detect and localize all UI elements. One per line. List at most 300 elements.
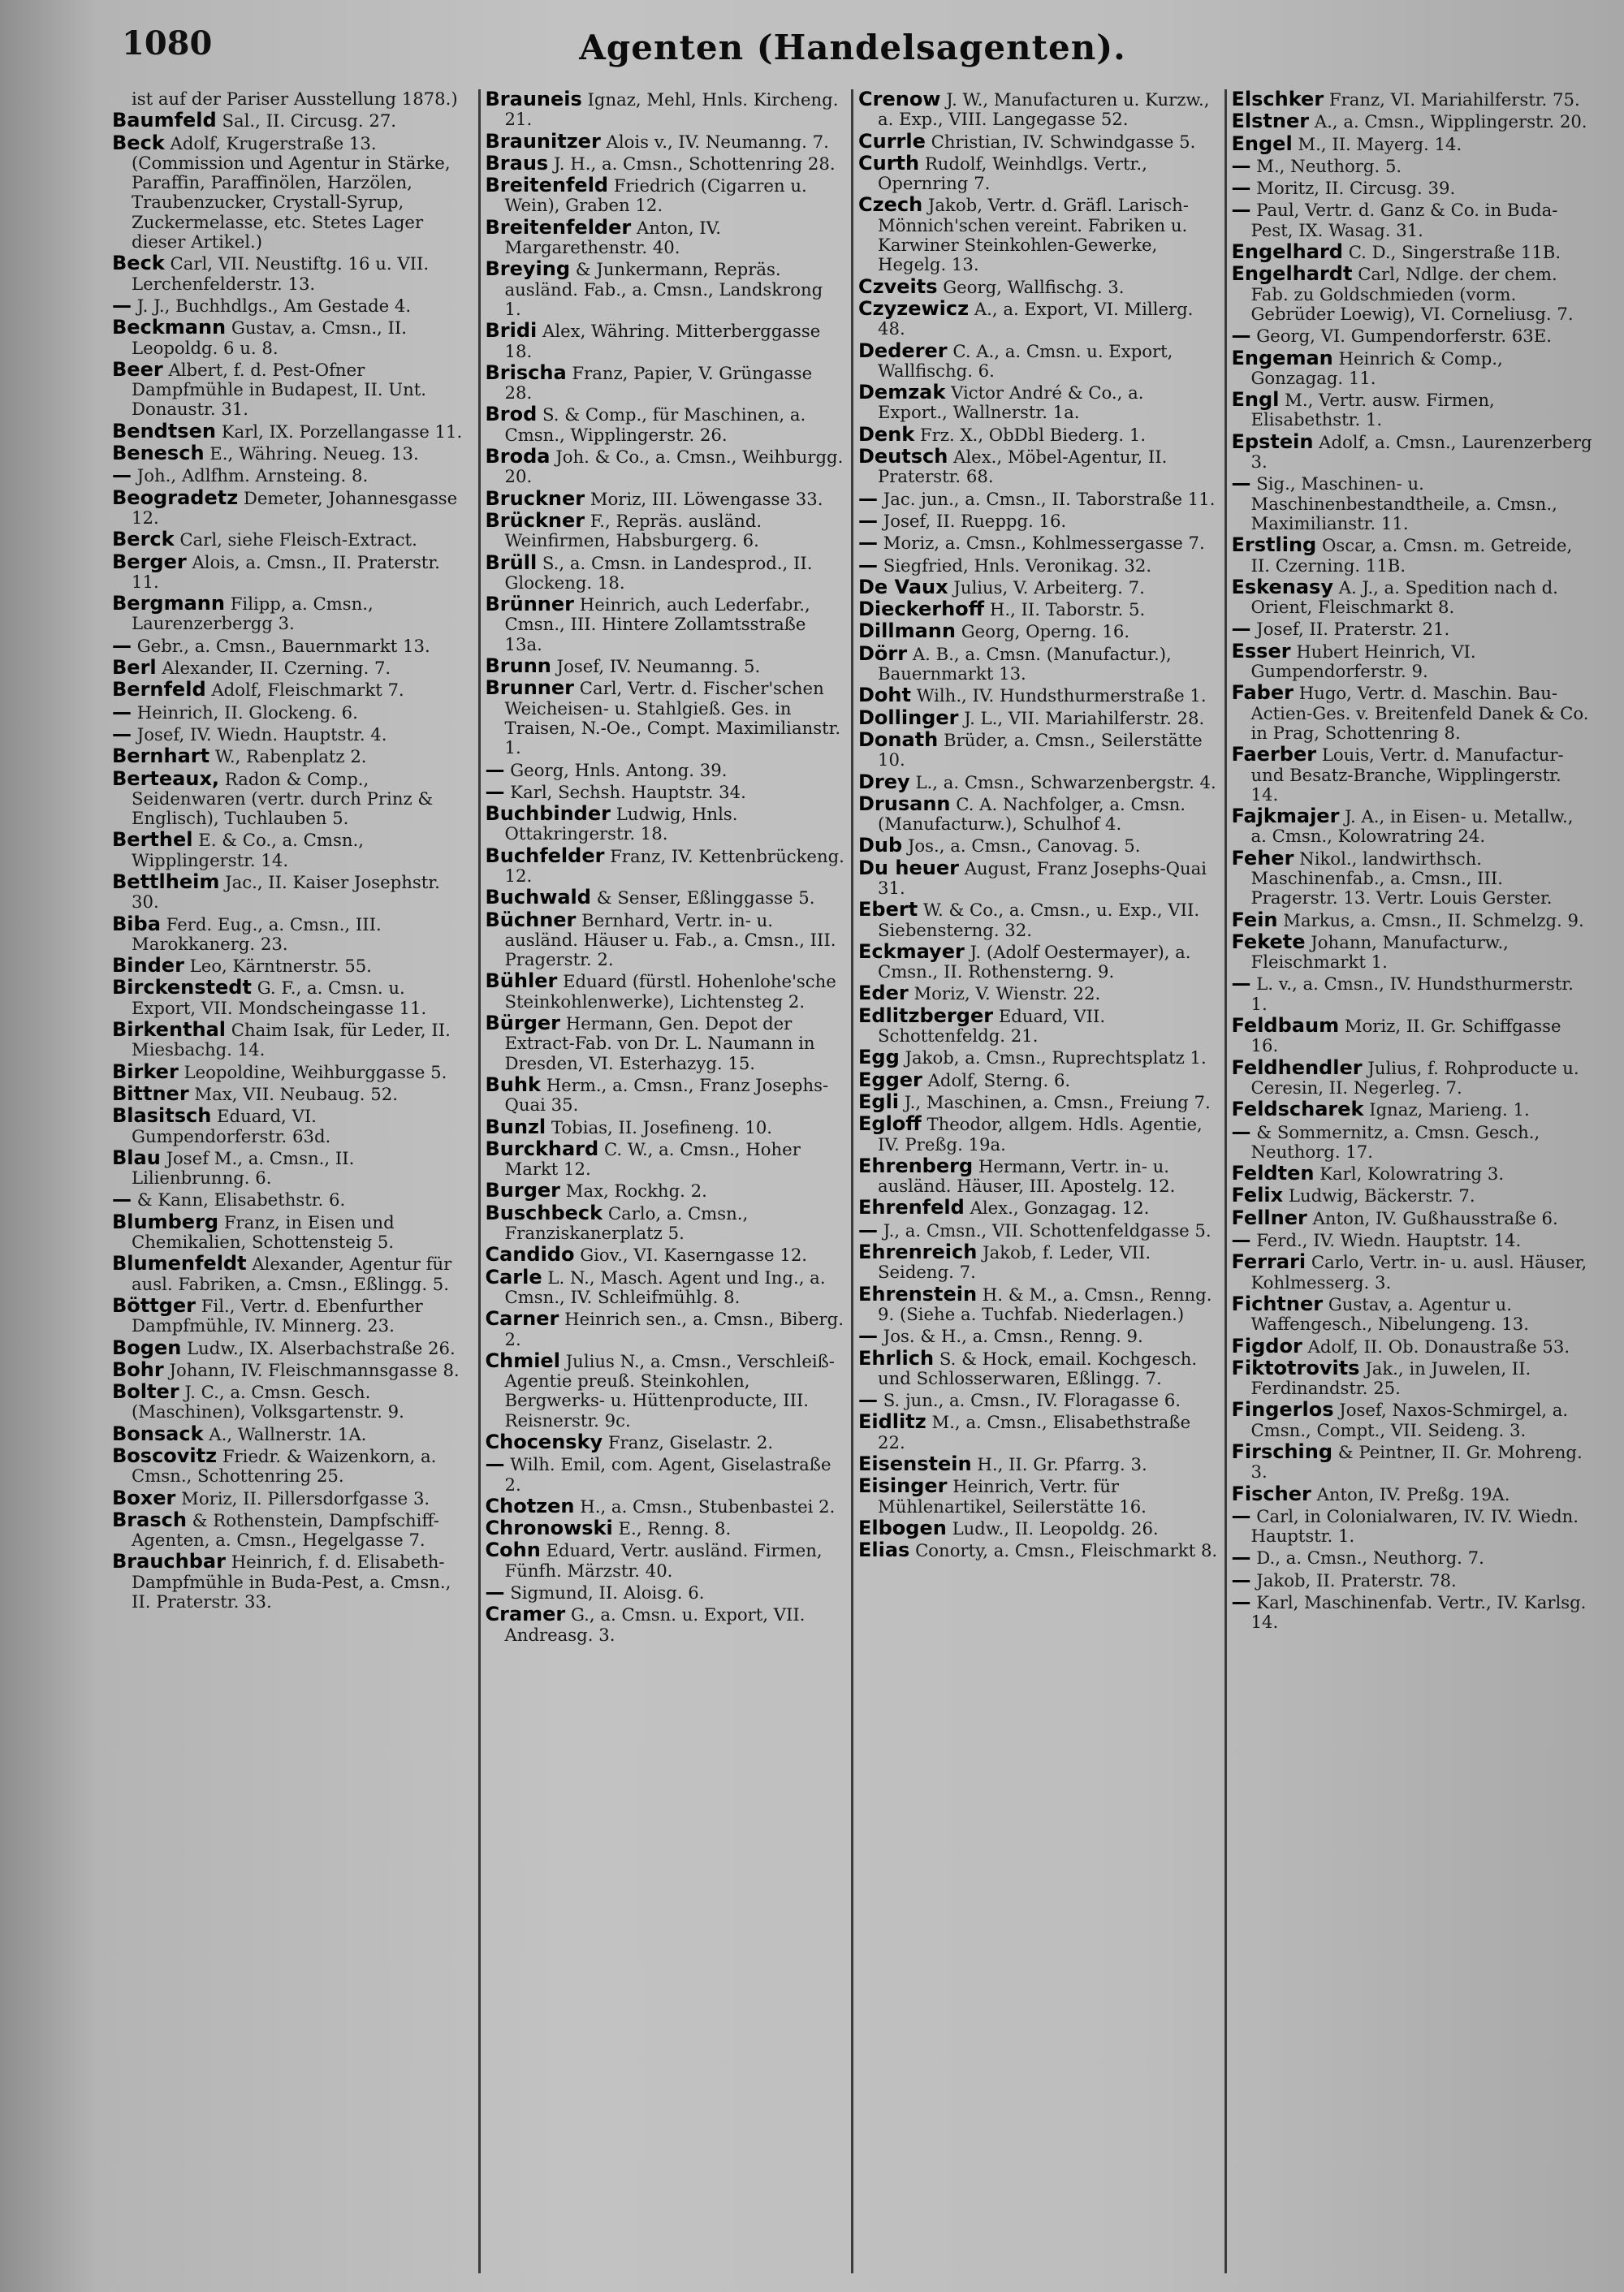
entry-text: Moriz, III. Löwengasse 33.: [590, 488, 823, 509]
entry-text: Albert, f. d. Pest-Ofner Dampfmühle in Budapest, II. Unt. Donaustr. 31.: [132, 359, 427, 420]
entry-name: Felix: [1231, 1184, 1284, 1207]
entry-text: Filipp, a. Cmsn., Laurenzerbergg 3.: [132, 594, 374, 634]
entry-name: Berthel: [112, 828, 193, 852]
entry-text: M., Vertr. ausw. Firmen, Elisabethstr. 1.: [1250, 390, 1495, 430]
entry-text: Jakob, f. Leder, VII. Seideng. 7.: [878, 1242, 1151, 1283]
directory-entry: [1231, 153, 1594, 177]
directory-entry: [112, 956, 472, 976]
entry-text: Moriz, II. Gr. Schiffgasse 16.: [1250, 1016, 1561, 1056]
entry-text: Sig., Maschinen- u. Maschinenbestandtheile, a. Cmsn., Maximilianstr. 11.: [1250, 473, 1557, 533]
entry-name: Fiktotrovits: [1231, 1356, 1360, 1379]
entry-text: F., Repräs. ausländ. Weinfirmen, Habsburgerg. 6.: [504, 510, 762, 551]
entry-text: E., Währing. Neueg. 13.: [209, 443, 419, 464]
directory-entry: [112, 724, 472, 745]
entry-name: Brückner: [485, 508, 585, 532]
page-number: 1080: [122, 24, 213, 63]
directory-entry: [858, 1540, 1218, 1560]
entry-name: Bohr: [112, 1358, 164, 1381]
directory-entry: [858, 1156, 1218, 1197]
entry-name: Buhk: [485, 1073, 541, 1096]
entry-name: Crenow: [858, 89, 941, 110]
entry-text: Eduard (fürstl. Hohenlohe'sche Steinkohlenwerke), Lichtensteg 2.: [504, 971, 836, 1012]
entry-text: Adolf, a. Cmsn., Laurenzerberg 3.: [1250, 431, 1592, 473]
entry-name: Beck: [112, 131, 165, 154]
directory-entry: [486, 594, 845, 654]
entry-name: Engelhardt: [1231, 262, 1353, 286]
directory-entry: [1232, 535, 1594, 576]
entry-text: Heinrich, Vertr. für Mühlenartikel, Seilerstätte 16.: [878, 1476, 1147, 1517]
directory-entry: [112, 293, 472, 317]
entry-text: Conorty, a. Cmsn., Fleischmarkt 8.: [915, 1540, 1218, 1561]
entry-text: Ludw., IX. Alserbachstraße 26.: [187, 1337, 456, 1358]
entry-text: J. J., Buchhdlgs., Am Gestade 4.: [136, 295, 412, 316]
entry-text: Heinrich, II. Glockeng. 6.: [136, 701, 358, 723]
entry-name: Bühler: [485, 969, 558, 993]
directory-entry: [1232, 1099, 1594, 1120]
entry-name: —: [1231, 472, 1251, 495]
entry-text: Karl, Maschinenfab. Vertr., IV. Karlsg. 14.: [1250, 1592, 1587, 1633]
entry-text: Carl, in Colonialwaren, IV. IV. Wiedn. Hauptstr. 1.: [1250, 1505, 1579, 1547]
directory-entry: [858, 422, 1218, 446]
directory-entry: [1232, 1570, 1594, 1591]
directory-entry: [858, 939, 1218, 982]
entry-name: Curth: [858, 151, 920, 175]
entry-name: —: [112, 464, 132, 487]
directory-entry: [486, 259, 845, 319]
directory-entry: [485, 550, 845, 594]
entry-text: C. D., Singerstraße 11B.: [1348, 242, 1561, 263]
entry-name: Bittner: [112, 1081, 189, 1105]
entry-text: & Junkermann, Repräs. ausländ. Fab., a. Cmsn., Landskrong 1.: [504, 259, 823, 319]
entry-name: Brauneis: [485, 89, 582, 110]
directory-entry: [1232, 1294, 1594, 1335]
directory-entry: [1232, 1185, 1594, 1206]
entry-text: Wilh. Emil, com. Agent, Giselastraße 2.: [504, 1454, 831, 1495]
entry-text: Ferd., IV. Wiedn. Hauptstr. 14.: [1256, 1230, 1522, 1251]
entry-text: Tobias, II. Josefineng. 10.: [551, 1116, 773, 1137]
directory-entry: [858, 772, 1218, 792]
entry-text: J., Maschinen, a. Cmsn., Freiung 7.: [904, 1091, 1211, 1112]
entry-name: Binder: [112, 954, 184, 978]
entry-text: Gustav, a. Agentur u. Waffengesch., Nibelungeng. 13.: [1250, 1293, 1529, 1335]
entry-name: Fellner: [1231, 1206, 1307, 1229]
entry-name: Birkenthal: [112, 1018, 227, 1042]
directory-entry: [486, 1604, 845, 1645]
entry-name: Elbogen: [858, 1516, 947, 1539]
entry-name: —: [1231, 176, 1251, 200]
directory-entry: [112, 421, 472, 442]
entry-name: Erstling: [1231, 533, 1317, 557]
directory-entry: [1232, 619, 1594, 639]
entry-name: Drusann: [858, 792, 951, 815]
entry-text: Jos., a. Cmsn., Canovag. 5.: [907, 835, 1141, 857]
entry-text: Jakob, II. Praterstr. 78.: [1256, 1569, 1457, 1591]
entry-text: Alexander, II. Czerning. 7.: [162, 658, 391, 679]
entry-text: Georg, Hnls. Antong. 39.: [510, 759, 728, 780]
directory-entry: [858, 835, 1218, 856]
entry-text: Hermann, Gen. Depot der Extract-Fab. von Dr. L. Naumann in Dresden, VI. Esterhazyg. 15.: [504, 1013, 815, 1073]
entry-name: —: [1231, 153, 1251, 177]
entry-name: Edlitzberger: [858, 1004, 994, 1027]
directory-entry: [112, 465, 472, 486]
entry-text: Friedr. & Waizenkorn, a. Cmsn., Schottenring 25.: [132, 1446, 437, 1487]
directory-entry: [858, 1070, 1218, 1090]
entry-name: —: [1231, 1568, 1251, 1591]
directory-entry: [858, 195, 1218, 274]
entry-text: A., a. Export, VI. Millerg. 48.: [878, 298, 1194, 339]
directory-entry: [1232, 89, 1594, 110]
directory-entry: [858, 1476, 1218, 1517]
directory-entry: [112, 1293, 472, 1336]
entry-name: Esser: [1231, 639, 1291, 663]
directory-entry: [858, 1198, 1218, 1218]
directory-entry: [486, 910, 845, 970]
entry-name: Brasch: [112, 1508, 187, 1531]
entry-text: A. J., a. Spedition nach d. Orient, Fleischmarkt 8.: [1250, 576, 1558, 618]
entry-name: Bendtsen: [112, 419, 216, 442]
directory-entry: [486, 1075, 845, 1116]
entry-text: Bernhard, Vertr. in- u. ausländ. Häuser u. Fab., a. Cmsn., III. Pragerstr. 2.: [504, 909, 836, 970]
entry-text: L. v., a. Cmsn., IV. Hundsthurmerstr. 1.: [1250, 973, 1574, 1014]
entry-name: Ehrlich: [858, 1346, 935, 1370]
directory-entry: [112, 680, 472, 700]
entry-name: Brüll: [485, 550, 538, 574]
entry-text: Anton, IV. Gußhausstraße 6.: [1312, 1207, 1558, 1228]
entry-name: Feldbaum: [1231, 1014, 1340, 1038]
directory-entry: [112, 1081, 472, 1105]
entry-name: Blau: [112, 1146, 161, 1169]
entry-text: S. & Comp., für Maschinen, a. Cmsn., Wipplingerstr. 26.: [504, 404, 806, 445]
entry-name: Figdor: [1231, 1334, 1302, 1358]
entry-text: Jac., II. Kaiser Josephstr. 30.: [132, 871, 440, 913]
directory-entry: [486, 1245, 845, 1265]
directory-entry: [1232, 326, 1594, 346]
directory-entry: [858, 1326, 1218, 1346]
entry-name: Faber: [1231, 681, 1294, 705]
entry-text: Karl, Sechsh. Hauptstr. 34.: [510, 781, 746, 802]
directory-entry: [858, 129, 1218, 153]
entry-name: Berl: [112, 656, 157, 680]
entry-name: —: [112, 633, 132, 657]
entry-text: Alexander, Agentur für ausl. Fabriken, a. Cmsn., Eßlingg. 5.: [132, 1254, 452, 1294]
entry-name: Egloff: [858, 1112, 922, 1136]
entry-text: M., Neuthorg. 5.: [1256, 155, 1402, 176]
entry-name: Donath: [858, 727, 939, 751]
directory-entry: [858, 486, 1218, 510]
entry-name: Ehrenfeld: [858, 1196, 965, 1219]
entry-text: Victor André & Co., a. Export., Wallnerstr. 1a.: [878, 382, 1144, 423]
entry-text: Max, VII. Neubaug. 52.: [194, 1083, 398, 1104]
directory-entry: [112, 357, 472, 420]
entry-text: Ludwig, Bäckerstr. 7.: [1288, 1185, 1475, 1206]
directory-column-4: [1227, 89, 1600, 2273]
directory-entry: [858, 341, 1218, 382]
entry-name: Doht: [858, 684, 911, 707]
directory-entry: [858, 685, 1218, 706]
entry-name: Eisenstein: [858, 1452, 972, 1475]
directory-entry: [858, 983, 1218, 1004]
entry-text: Anton, IV. Preßg. 19A.: [1316, 1483, 1510, 1504]
entry-text: & Peintner, II. Gr. Mohreng. 3.: [1250, 1442, 1583, 1483]
directory-entry: [486, 1203, 845, 1244]
directory-entry: [858, 508, 1218, 532]
directory-entry: [858, 555, 1218, 576]
entry-name: Chronowski: [485, 1517, 613, 1540]
entry-name: Boxer: [112, 1486, 176, 1509]
directory-entry: [1231, 1055, 1594, 1099]
directory-entry: [112, 1338, 472, 1358]
entry-name: Brunn: [485, 654, 551, 678]
entry-text: Alex., Gonzagag. 12.: [970, 1198, 1150, 1219]
entry-name: Feldten: [1231, 1162, 1315, 1185]
entry-text: Franz, Giselastr. 2.: [607, 1432, 774, 1452]
entry-text: Demeter, Johannesgasse 12.: [132, 487, 458, 528]
entry-text: Jakob, Vertr. d. Gräfl. Larisch-Mönnich'schen vereint. Fabriken u. Karwiner Steinkohlen-Gewerke, Hegelg. 13.: [878, 195, 1189, 275]
directory-entry: [1231, 429, 1594, 473]
entry-text: Max, Rockhg. 2.: [565, 1181, 707, 1202]
entry-name: —: [858, 1324, 878, 1348]
directory-entry: [1232, 242, 1594, 262]
entry-name: Fajkmajer: [1231, 805, 1340, 828]
entry-text: Theodor, allgem. Hdls. Agentie, IV. Preßg. 19a.: [878, 1114, 1203, 1155]
entry-name: —: [1231, 972, 1251, 995]
entry-text: Heinrich & Comp., Gonzagag. 11.: [1250, 347, 1503, 388]
directory-entry: [1232, 111, 1594, 132]
entry-name: Bolter: [112, 1380, 179, 1404]
page-title: Agenten (Handelsagenten).: [579, 28, 1126, 67]
entry-name: Dillmann: [858, 619, 956, 643]
entry-name: Fein: [1231, 908, 1278, 931]
entry-name: Brod: [485, 403, 538, 426]
entry-name: Engel: [1231, 132, 1293, 155]
entry-text: Karl, IX. Porzellangasse 11.: [221, 421, 463, 442]
directory-entry: [1232, 683, 1594, 743]
entry-name: —: [112, 700, 132, 723]
entry-text: H., II. Gr. Pfarrg. 3.: [977, 1454, 1147, 1474]
entry-text: Franz, VI. Mariahilferstr. 75.: [1328, 89, 1580, 110]
entry-name: Czveits: [858, 274, 938, 298]
directory-entry: [112, 594, 472, 634]
entry-name: Brünner: [485, 593, 574, 616]
entry-text: L., a. Cmsn., Schwarzenbergstr. 4.: [915, 771, 1216, 792]
entry-text: A., Wallnerstr. 1A.: [209, 1423, 367, 1444]
entry-name: Ebert: [858, 898, 918, 922]
entry-name: Egli: [858, 1090, 900, 1113]
directory-entry: [858, 708, 1218, 728]
entry-name: Blumenfeldt: [112, 1252, 247, 1275]
directory-entry: [112, 1446, 472, 1487]
entry-name: Eskenasy: [1231, 575, 1333, 598]
directory-entry: [486, 887, 845, 908]
directory-entry: [485, 486, 845, 510]
entry-name: Blasitsch: [112, 1104, 212, 1128]
entry-name: —: [858, 486, 878, 510]
entry-text: Jos. & H., a. Cmsn., Renng. 9.: [883, 1326, 1143, 1347]
entry-text: Joh., Adlfhm. Arnsteing. 8.: [136, 465, 369, 486]
entry-text: Louis, Vertr. d. Manufactur- und Besatz-Branche, Wipplingerstr. 14.: [1250, 745, 1564, 805]
entry-text: W. & Co., a. Cmsn., u. Exp., VII. Siebensterng. 32.: [878, 900, 1200, 940]
entry-text: Josef M., a. Cmsn., II. Lilienbrunng. 6.: [132, 1147, 355, 1189]
entry-text: D., a. Cmsn., Neuthorg. 7.: [1256, 1547, 1484, 1569]
entry-text: Nikol., landwirthsch. Maschinenfab., a. Cmsn., III. Pragerstr. 13. Vertr. Louis Gerster.: [1250, 848, 1553, 909]
entry-text: Brüder, a. Cmsn., Seilerstätte 10.: [878, 729, 1203, 770]
entry-text: J. H., a. Cmsn., Schottenring 28.: [553, 153, 836, 174]
directory-entry: [112, 1189, 472, 1210]
directory-entry: [1232, 348, 1594, 389]
directory-entry: [858, 1006, 1218, 1047]
entry-name: Eisinger: [858, 1474, 948, 1498]
entry-text: Josef, II. Rueppg. 16.: [883, 510, 1067, 531]
directory-entry: [486, 404, 845, 445]
directory-entry: [1232, 641, 1594, 682]
directory-entry: [858, 1412, 1218, 1452]
entry-text: Herm., a. Cmsn., Franz Josephs-Quai 35.: [504, 1074, 829, 1116]
entry-name: Bonsack: [112, 1422, 204, 1445]
directory-entry: [112, 1148, 472, 1189]
directory-entry: [858, 1092, 1218, 1112]
entry-text: Julius, V. Arbeiterg. 7.: [953, 576, 1145, 598]
entry-name: Breitenfelder: [485, 215, 632, 239]
entry-name: Bogen: [112, 1336, 182, 1359]
entry-name: Broda: [485, 445, 551, 468]
directory-entry: [112, 1488, 472, 1509]
directory-entry: [112, 1212, 472, 1253]
directory-entry: [1232, 1442, 1594, 1483]
directory-entry: [112, 746, 472, 766]
entry-name: Dollinger: [858, 706, 959, 729]
entry-text: Franz, in Eisen und Chemikalien, Schottensteig 5.: [132, 1211, 395, 1253]
entry-name: Beogradetz: [112, 486, 239, 509]
directory-entry: [858, 900, 1218, 940]
directory-entry: [112, 110, 472, 131]
entry-text: L. N., Masch. Agent und Ing., a. Cmsn., IV. Schleifmühlg. 8.: [504, 1267, 826, 1307]
entry-name: Eckmayer: [858, 939, 965, 963]
entry-name: Czyzewicz: [858, 296, 970, 320]
entry-name: —: [485, 779, 505, 803]
entry-text: Heinrich, auch Lederfabr., Cmsn., III. Hintere Zollamtsstraße 13a.: [504, 594, 810, 654]
entry-name: —: [1231, 1504, 1251, 1527]
directory-entry: [858, 89, 1218, 130]
entry-name: De Vaux: [858, 575, 948, 598]
entry-text: & Sommernitz, a. Cmsn. Gesch., Neuthorg. 17.: [1250, 1121, 1540, 1162]
entry-text: Eduard, Vertr. ausländ. Firmen, Fünfh. Märzstr. 40.: [504, 1540, 823, 1581]
entry-text: Gebr., a. Cmsn., Bauernmarkt 13.: [136, 635, 430, 656]
directory-entry: [486, 1117, 845, 1137]
entry-text: E., Renng. 8.: [618, 1518, 732, 1539]
entry-text: Josef, Naxos-Schmirgel, a. Cmsn., Compt., VII. Seideng. 3.: [1250, 1400, 1569, 1440]
directory-entry: [858, 1346, 1218, 1389]
directory-entry: [112, 1254, 472, 1294]
entry-name: Dub: [858, 834, 903, 857]
entry-text: August, Franz Josephs-Quai 31.: [878, 857, 1207, 898]
entry-text: Heinrich, f. d. Elisabeth-Dampfmühle in Buda-Pest, a. Cmsn., II. Praterstr. 33.: [132, 1552, 451, 1612]
directory-entry: [858, 621, 1218, 641]
directory-entry: [486, 1454, 845, 1495]
page-header: [0, 24, 1624, 81]
entry-name: —: [1231, 198, 1251, 222]
directory-entry: [1232, 390, 1594, 430]
directory-entry: [1232, 806, 1594, 847]
directory-entry: [112, 766, 472, 829]
entry-name: —: [1231, 1228, 1251, 1252]
directory-columns: [107, 89, 1600, 2273]
entry-text: Josef, IV. Neumanng. 5.: [556, 656, 761, 677]
entry-text: Carl, siehe Fleisch-Extract.: [179, 529, 417, 550]
entry-text: Radon & Comp., Seidenwaren (vertr. durch Prinz & Englisch), Tuchlauben 5.: [132, 768, 434, 829]
entry-name: Burger: [485, 1179, 561, 1202]
entry-text: Franz, Papier, V. Grüngasse 28.: [504, 362, 813, 404]
entry-name: —: [485, 758, 505, 781]
directory-entry: [1232, 973, 1594, 1014]
directory-entry: [1232, 1506, 1594, 1547]
directory-entry: [858, 274, 1218, 298]
entry-text: Fil., Vertr. d. Ebenfurther Dampfmühle, IV. Minnerg. 23.: [132, 1295, 423, 1336]
entry-text: Moriz, II. Pillersdorfgasse 3.: [181, 1487, 430, 1509]
directory-entry: [112, 552, 472, 593]
entry-text: Carl, Vertr. d. Fischer'schen Weicheisen- u. Stahlgieß. Ges. in Traisen, N.-Oe., Compt. Maximilianstr. 1.: [504, 678, 841, 758]
directory-entry: [858, 858, 1218, 899]
directory-entry: [485, 215, 845, 258]
entry-name: Egg: [858, 1046, 900, 1069]
entry-text: Adolf, Sterng. 6.: [927, 1069, 1071, 1090]
entry-text: Jac. jun., a. Cmsn., II. Taborstraße 11.: [883, 488, 1216, 509]
entry-name: Beck: [112, 252, 165, 275]
directory-entry: [485, 360, 845, 404]
entry-name: Blumberg: [112, 1210, 219, 1233]
entry-name: Drey: [858, 770, 910, 793]
entry-name: Bernfeld: [112, 678, 206, 701]
entry-text: G. F., a. Cmsn. u. Export, VII. Mondscheingasse 11.: [132, 978, 427, 1018]
directory-entry: [858, 641, 1218, 684]
entry-name: Beckmann: [112, 316, 227, 339]
entry-text: Jak., in Juwelen, II. Ferdinandstr. 25.: [1250, 1358, 1531, 1399]
entry-name: Ferrari: [1231, 1250, 1307, 1274]
entry-name: —: [858, 508, 878, 532]
entry-name: Fichtner: [1231, 1292, 1324, 1315]
directory-entry: [486, 153, 845, 174]
entry-text: A. B., a. Cmsn. (Manufactur.), Bauernmarkt 13.: [878, 643, 1172, 684]
entry-text: Gustav, a. Cmsn., II. Leopoldg. 6 u. 8.: [132, 317, 408, 358]
entry-text: Hugo, Vertr. d. Maschin. Bau-Actien-Ges. v. Breitenfeld Danek & Co. in Prag, Schottenring 8.: [1250, 683, 1589, 743]
entry-name: Birker: [112, 1060, 179, 1083]
directory-entry: [858, 1518, 1218, 1539]
entry-name: Epstein: [1231, 429, 1314, 453]
entry-text: Carl, VII. Neustiftg. 16 u. VII. Lerchenfelderstr. 13.: [132, 253, 430, 294]
entry-text: Georg, Operng. 16.: [961, 621, 1130, 642]
directory-entry: [112, 529, 472, 550]
entry-text: Ferd. Eug., a. Cmsn., III. Marokkanerg. 23.: [132, 913, 382, 954]
entry-text: Oscar, a. Cmsn. m. Getreide, II. Czerning. 11B.: [1250, 535, 1573, 576]
directory-entry: [112, 253, 472, 294]
entry-text: Adolf, Fleischmarkt 7.: [211, 680, 404, 701]
entry-text: Hermann, Vertr. in- u. ausländ. Häuser, III. Apostelg. 12.: [878, 1155, 1176, 1197]
directory-entry: [486, 1351, 845, 1431]
directory-entry: [112, 914, 472, 955]
directory-entry: [112, 1424, 472, 1444]
entry-name: —: [1231, 1546, 1251, 1569]
entry-text: C. A. Nachfolger, a. Cmsn. (Manufacturw.), Schulhof 4.: [878, 793, 1186, 835]
entry-name: —: [858, 1218, 878, 1241]
entry-name: Chmiel: [485, 1349, 560, 1372]
directory-entry: [486, 971, 845, 1012]
entry-text: H. & M., a. Cmsn., Renng. 9. (Siehe a. Tuchfab. Niederlagen.): [878, 1284, 1212, 1324]
entry-text: W., Rabenplatz 2.: [214, 746, 367, 767]
entry-text: J., a. Cmsn., VII. Schottenfeldgasse 5.: [883, 1219, 1212, 1241]
directory-entry: [112, 1510, 472, 1551]
directory-entry: [486, 656, 845, 676]
directory-entry: [112, 488, 472, 529]
directory-entry: [486, 1139, 845, 1180]
